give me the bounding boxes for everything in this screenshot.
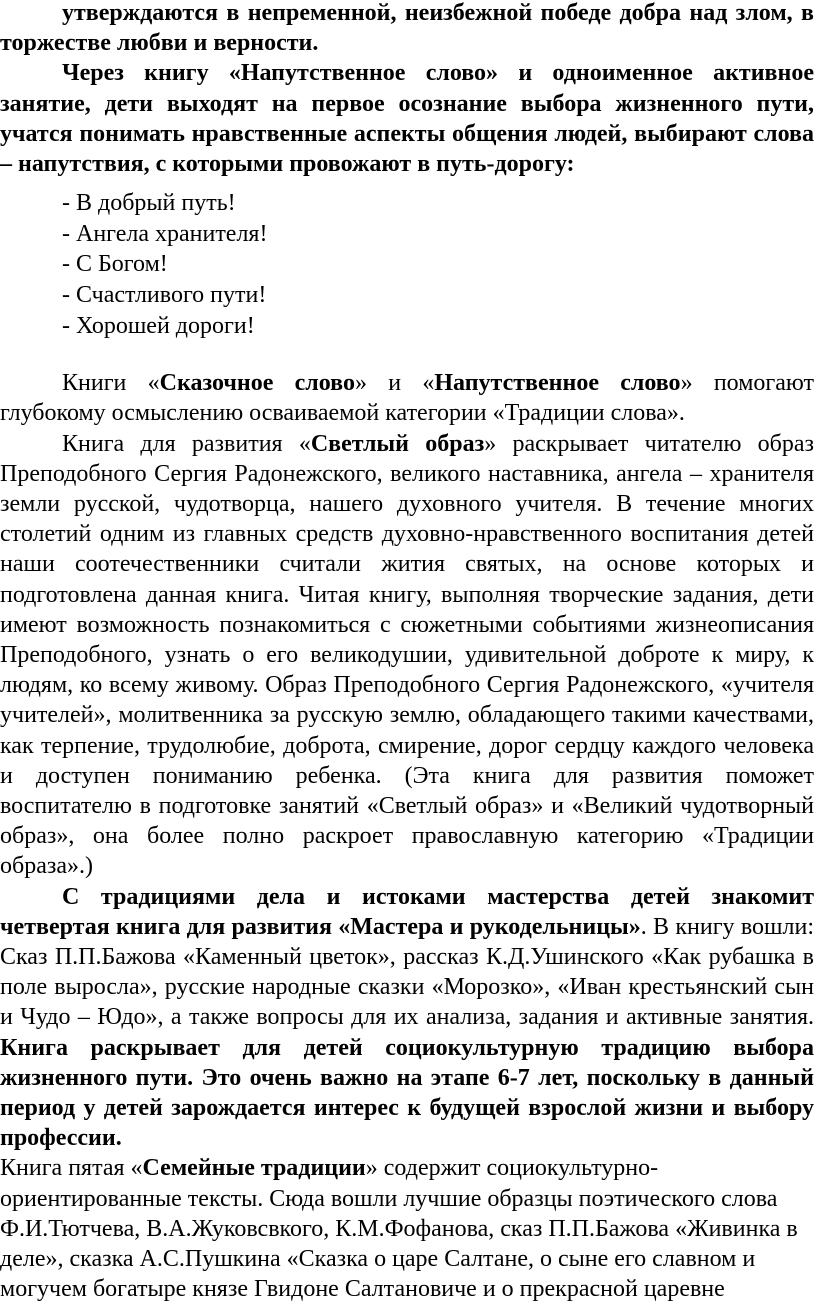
- bold-text: Книга раскрывает для детей социокультурную традицию выбора жизненного пути. Это очень важно на этапе 6-7 лет, поскольку в данный период у детей зарождается интерес к будущей взрослой жизни и выбору профессии.: [0, 1034, 814, 1152]
- paragraph-mastera: С традициями дела и истоками мастерства детей знакомит четвертая книга для развития «Мастера и рукодельницы». В книгу вошли: Сказ П.П.Бажова «Каменный цветок», рассказ К.Д.Ушинского «Как рубашка в поле выросла», русские народные сказки «Морозко», «Иван крестьянский сын и Чудо – Юдо», а также вопросы для их анализа, задания и активные занятия. Книга раскрывает для детей социокультурную традицию выбора жизненного пути. Это очень важно на этапе 6-7 лет, поскольку в данный период у детей зарождается интерес к будущей взрослой жизни и выбору профессии.: [0, 883, 814, 1152]
- list-item: - Ангела хранителя!: [62, 220, 268, 247]
- book-title: Напутственное слово: [434, 370, 681, 397]
- wishes-list: [62, 188, 814, 341]
- list-item: - Хорошей дороги!: [62, 312, 255, 339]
- list-item: - Счастливого пути!: [62, 282, 267, 308]
- book-title: Светлый образ: [310, 430, 485, 457]
- list-item: - В добрый путь!: [62, 190, 236, 217]
- bold-text: С традициями дела и истоками мастерства детей знакомит четвертая книга для развития «Мастера и рукодельницы»: [0, 883, 814, 940]
- paragraph-semeynye: Книга пятая «Семейные традиции» содержит социокультурно-ориентированные тексты. Сюда вошли лучшие образцы поэтического слова Ф.И.Тютчева, В.А.Жуковсвкого, К.М.Фофанова, сказ П.П.Бажова «Живинка в деле», сказка А.С.Пушкина «Сказка о царе Салтане, о сыне его славном и могучем богатыре князе Гвидоне Салтановиче и о прекрасной царевне: [0, 1155, 798, 1303]
- book-title: Сказочное слово: [159, 370, 355, 397]
- list-item: - С Богом!: [62, 251, 168, 278]
- paragraph-naputstvennoe: Через книгу «Напутственное слово» и одноименное активное занятие, дети выходят на первое осознание выбора жизненного пути, учатся понимать нравственные аспекты общения людей, выбирают слова – напутствия, с которыми провожают в путь-дорогу:: [0, 60, 814, 178]
- book-title: Семейные традиции: [142, 1155, 366, 1182]
- paragraph-victory: утверждаются в непременной, неизбежной победе добра над злом, в торжестве любви и верности.: [0, 0, 814, 57]
- paragraph-books: Книги «Сказочное слово» и «Напутственное слово» помогают глубокому осмыслению осваиваемой категории «Традиции слова».: [0, 370, 815, 427]
- paragraph-svetly-obraz: Книга для развития «Светлый образ» раскрывает читателю образ Преподобного Сергия Радонежского, великого наставника, ангела – хранителя земли русской, чудотворца, нашего духовного учителя. В течение многих столетий одним из главных средств духовно-нравственного воспитания детей наши соотечественники считали жития святых, на основе которых и подготовлена данная книга. Читая книгу, выполняя творческие задания, дети имеют возможность познакомиться с сюжетными событиями жизнеописания Преподобного, узнать о его великодушии, удивительной доброте к миру, к людям, ко всему живому. Образ Преподобного Сергия Радонежского, «учителя учителей», молитвенника за русскую землю, обладающего такими качествами, как терпение, трудолюбие, доброта, смирение, дорог сердцу каждого человека и доступен пониманию ребенка. (Эта книга для развития поможет воспитателю в подготовке занятий «Светлый образ» и «Великий чудотворный образ», она более полно раскроет православную категорию «Традиции образа».): [0, 430, 814, 880]
